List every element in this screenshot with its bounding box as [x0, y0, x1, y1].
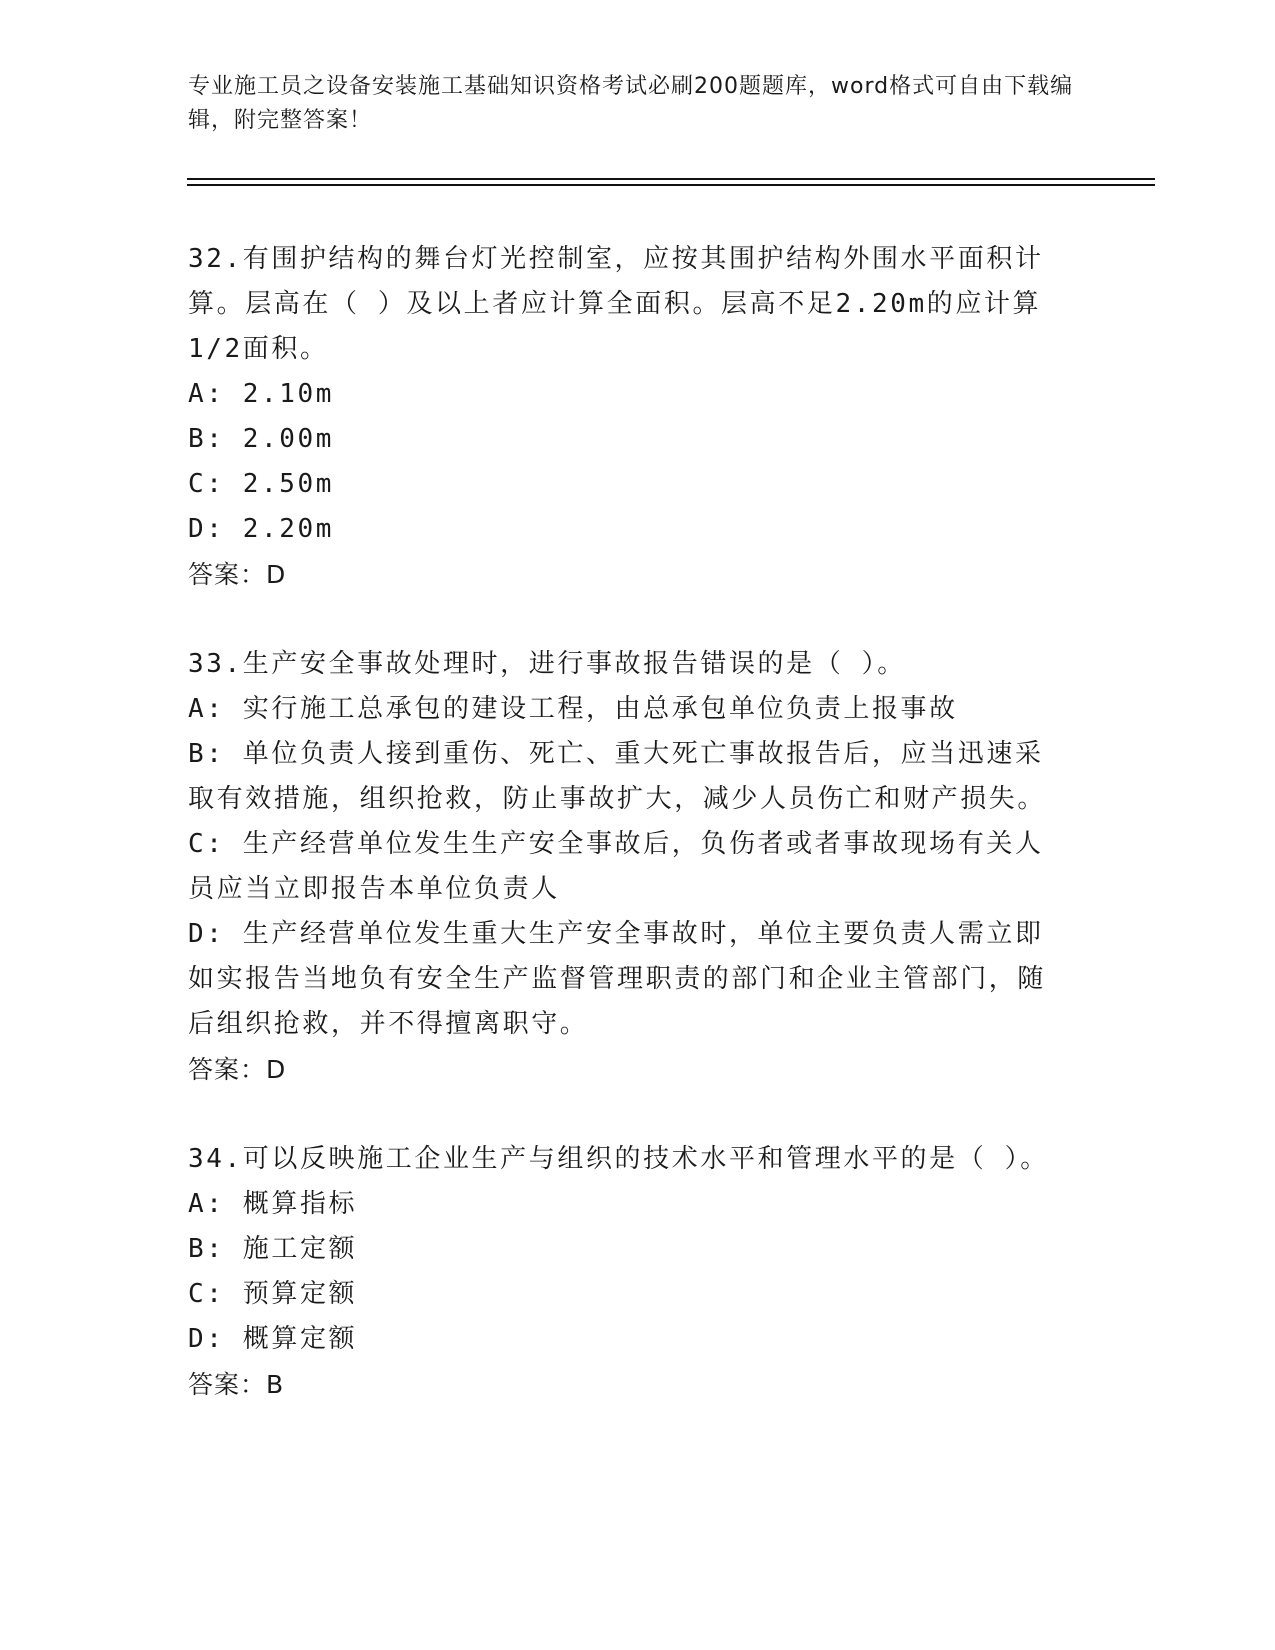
option-d: D: 2.20m: [188, 514, 335, 544]
header-divider-top: [187, 178, 1155, 180]
document-header: 专业施工员之设备安装施工基础知识资格考试必刷200题题库，word格式可自由下载编辑，附完整答案！: [188, 74, 1074, 133]
answer-label: 答案：B: [188, 1370, 285, 1399]
header-divider-bottom: [187, 184, 1155, 186]
answer-label: 答案：D: [188, 560, 287, 589]
question-33: [188, 642, 1068, 1092]
question-34: [188, 1137, 1068, 1407]
answer-label: 答案：D: [188, 1055, 287, 1084]
option-c: C: 预算定额: [188, 1279, 358, 1309]
question-stem: 32.有围护结构的舞台灯光控制室，应按其围护结构外围水平面积计算。层高在（ ）及以上者应计算全面积。层高不足2.20m的应计算1/2面积。: [188, 244, 1044, 364]
option-c: C: 生产经营单位发生生产安全事故后，负伤者或者事故现场有关人员应当立即报告本单位负责人: [188, 829, 1044, 904]
question-list: [188, 237, 1068, 1452]
option-c: C: 2.50m: [188, 469, 335, 499]
question-32: [188, 237, 1068, 597]
question-stem: 34.可以反映施工企业生产与组织的技术水平和管理水平的是（ ）。: [188, 1144, 1049, 1174]
option-d: D: 概算定额: [188, 1324, 358, 1354]
option-a: A: 实行施工总承包的建设工程，由总承包单位负责上报事故: [188, 694, 958, 724]
option-b: B: 2.00m: [188, 424, 335, 454]
option-a: A: 2.10m: [188, 379, 335, 409]
question-stem: 33.生产安全事故处理时，进行事故报告错误的是（ ）。: [188, 649, 906, 679]
option-b: B: 单位负责人接到重伤、死亡、重大死亡事故报告后，应当迅速采取有效措施，组织抢救，防止事故扩大，减少人员伤亡和财产损失。: [188, 739, 1047, 814]
option-d: D: 生产经营单位发生重大生产安全事故时，单位主要负责人需立即如实报告当地负有安全生产监督管理职责的部门和企业主管部门，随后组织抢救，并不得擅离职守。: [188, 919, 1047, 1039]
option-b: B: 施工定额: [188, 1234, 358, 1264]
option-a: A: 概算指标: [188, 1189, 358, 1219]
